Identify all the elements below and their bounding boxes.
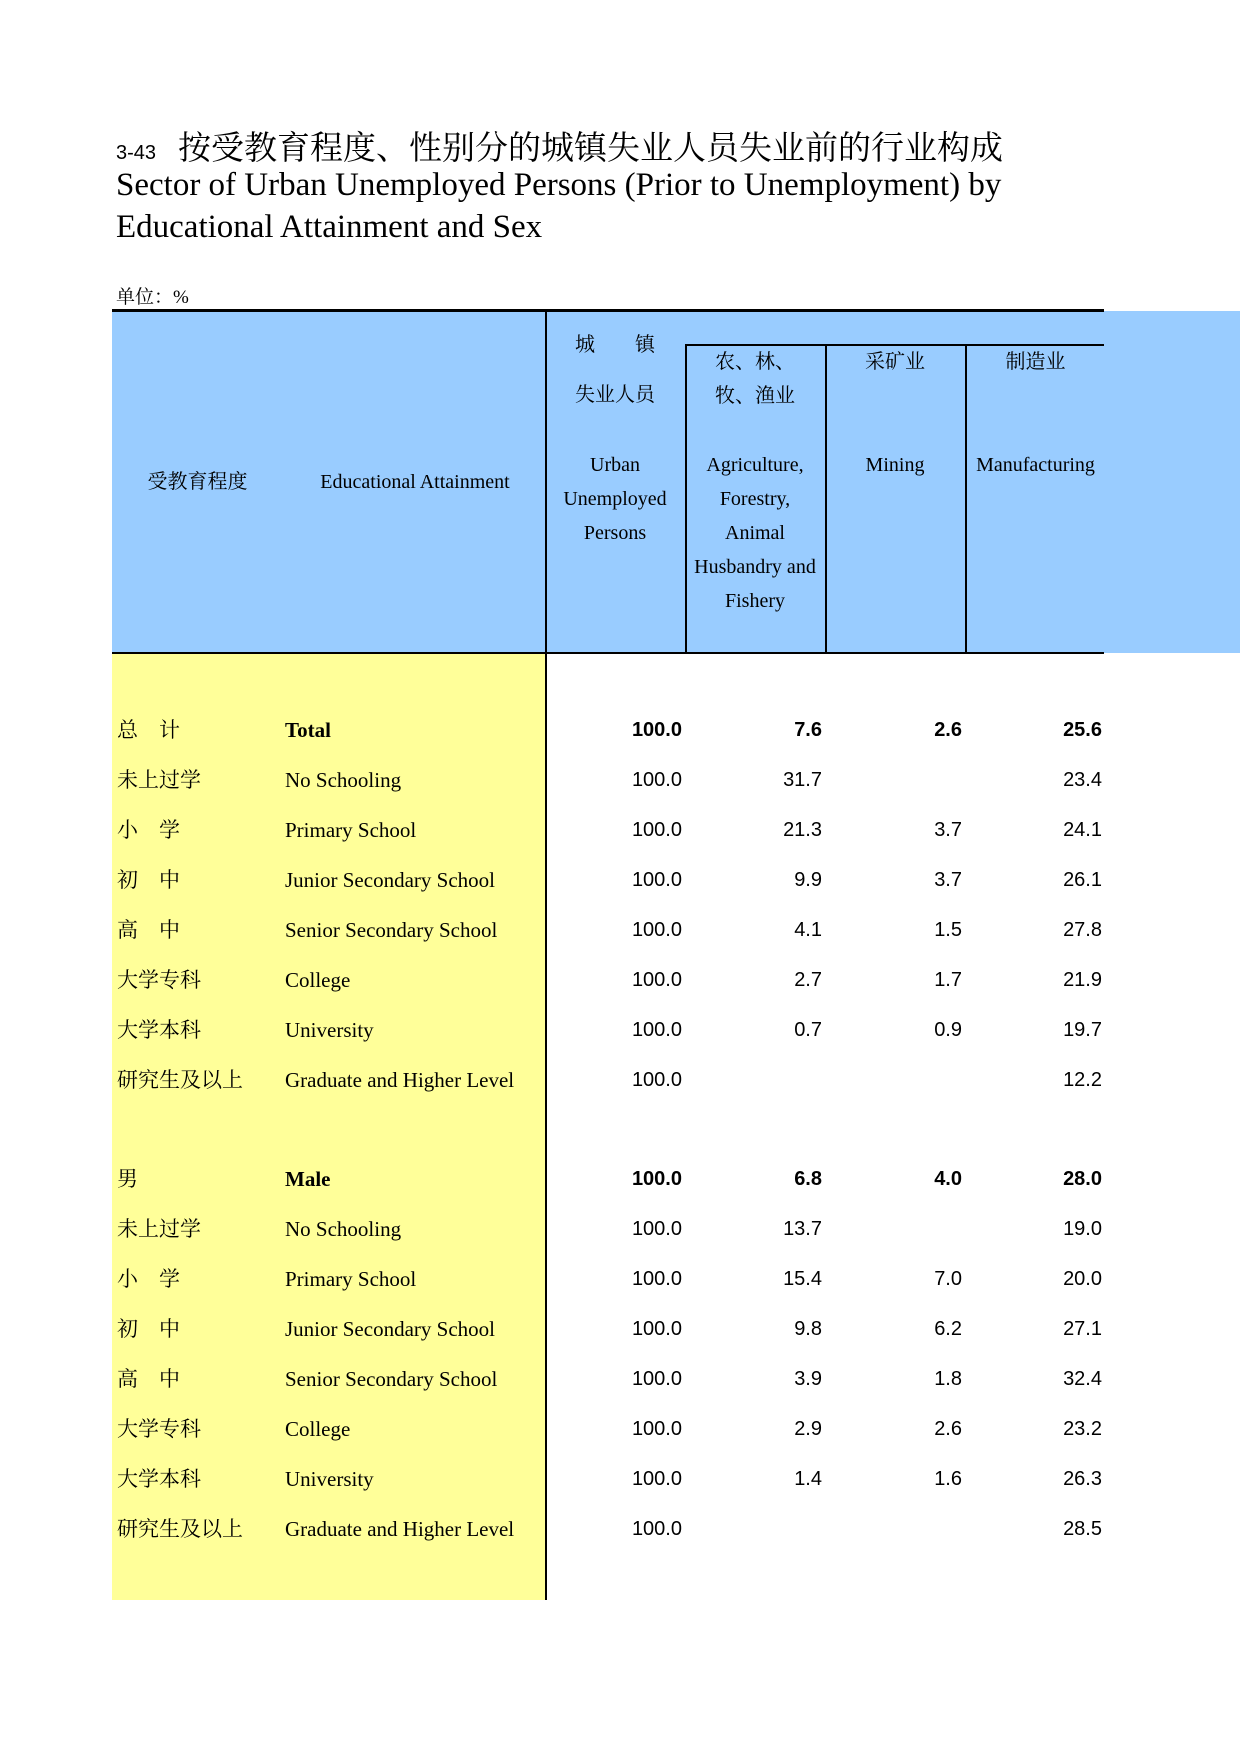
cell-agriculture: 0.7 xyxy=(794,1019,822,1041)
cell-agriculture: 15.4 xyxy=(783,1268,822,1290)
cell-mining: 1.7 xyxy=(934,969,962,991)
header-col-mining-cn: 采矿业 xyxy=(865,351,925,373)
row-label-cn: 小 学 xyxy=(117,1267,180,1291)
row-label-en: University xyxy=(285,1018,374,1042)
cell-urban: 100.0 xyxy=(631,1468,682,1490)
row-label-cn: 小 学 xyxy=(117,818,180,842)
cell-urban: 100.0 xyxy=(631,719,682,741)
row-label-cn: 大学专科 xyxy=(117,968,201,992)
table-row xyxy=(0,1304,1240,1354)
table-number: 3-43 xyxy=(116,142,157,164)
row-label-en: Graduate and Higher Level xyxy=(285,1068,515,1092)
cell-mining: 1.5 xyxy=(934,919,962,941)
header-col-urban-en: Urban Unemployed Persons xyxy=(563,454,667,544)
cell-manufacturing: 27.1 xyxy=(1063,1318,1102,1340)
table-row xyxy=(0,755,1240,805)
table-row-total xyxy=(0,705,1240,755)
row-label-cn: 大学本科 xyxy=(117,1467,201,1491)
table-row xyxy=(0,1005,1240,1055)
cell-urban: 100.0 xyxy=(631,1168,682,1190)
row-label-en: Senior Secondary School xyxy=(285,1367,498,1391)
header-attainment-en: Educational Attainment xyxy=(320,471,510,493)
cell-urban: 100.0 xyxy=(631,1019,682,1041)
cell-agriculture: 2.9 xyxy=(794,1418,822,1440)
cell-mining: 4.0 xyxy=(934,1168,962,1190)
cell-manufacturing: 26.1 xyxy=(1063,869,1102,891)
table-row xyxy=(0,955,1240,1005)
cell-mining: 3.7 xyxy=(934,819,962,841)
row-label-en: Male xyxy=(285,1167,331,1191)
cell-manufacturing: 28.0 xyxy=(1063,1168,1102,1190)
cell-agriculture: 21.3 xyxy=(783,819,822,841)
cell-mining: 6.2 xyxy=(934,1318,962,1340)
header-bottom-rule xyxy=(112,652,1104,654)
cell-manufacturing: 23.2 xyxy=(1063,1418,1102,1440)
cell-urban: 100.0 xyxy=(631,969,682,991)
row-label-cn: 大学本科 xyxy=(117,1018,201,1042)
row-label-en: No Schooling xyxy=(285,1217,402,1241)
title-cn-text: 按受教育程度、性别分的城镇失业人员失业前的行业构成 xyxy=(178,128,1004,167)
header-col-mining-en: Mining xyxy=(865,454,925,476)
cell-urban: 100.0 xyxy=(631,769,682,791)
row-label-en: No Schooling xyxy=(285,768,402,792)
page-title-chinese xyxy=(116,122,1003,169)
row-label-en: Primary School xyxy=(285,818,417,842)
cell-manufacturing: 23.4 xyxy=(1063,769,1102,791)
row-label-en: Junior Secondary School xyxy=(285,868,495,892)
cell-agriculture: 13.7 xyxy=(783,1218,822,1240)
cell-urban: 100.0 xyxy=(631,869,682,891)
cell-manufacturing: 20.0 xyxy=(1063,1268,1102,1290)
table-row xyxy=(0,1254,1240,1304)
cell-urban: 100.0 xyxy=(631,919,682,941)
page-title-english: Sector of Urban Unemployed Persons (Prior to Unemployment) by Educational Attainment and Sex xyxy=(116,167,1002,245)
table-row xyxy=(0,805,1240,855)
cell-agriculture: 9.8 xyxy=(794,1318,822,1340)
row-label-cn: 未上过学 xyxy=(117,1217,201,1241)
cell-manufacturing: 19.7 xyxy=(1063,1019,1102,1041)
table-row xyxy=(0,855,1240,905)
table-row xyxy=(0,1504,1240,1554)
header-col-manufacturing-cn: 制造业 xyxy=(1005,351,1066,373)
cell-urban: 100.0 xyxy=(631,1268,682,1290)
row-label-en: University xyxy=(285,1467,374,1491)
cell-manufacturing: 25.6 xyxy=(1063,719,1102,741)
column-divider-3 xyxy=(825,344,827,653)
cell-agriculture: 9.9 xyxy=(794,869,822,891)
row-label-cn: 研究生及以上 xyxy=(117,1517,243,1541)
cell-manufacturing: 32.4 xyxy=(1063,1368,1102,1390)
column-divider-2 xyxy=(685,344,687,653)
cell-urban: 100.0 xyxy=(631,1218,682,1240)
row-label-cn: 初 中 xyxy=(117,1317,180,1341)
table-row xyxy=(0,1055,1240,1105)
cell-agriculture: 3.9 xyxy=(794,1368,822,1390)
cell-urban: 100.0 xyxy=(631,1318,682,1340)
table-row xyxy=(0,1204,1240,1254)
cell-manufacturing: 21.9 xyxy=(1063,969,1102,991)
row-label-en: Primary School xyxy=(285,1267,417,1291)
cell-urban: 100.0 xyxy=(631,819,682,841)
cell-urban: 100.0 xyxy=(631,1418,682,1440)
cell-urban: 100.0 xyxy=(631,1368,682,1390)
column-divider-4 xyxy=(965,344,967,653)
cell-mining: 0.9 xyxy=(934,1019,962,1041)
row-label-cn: 大学专科 xyxy=(117,1417,201,1441)
cell-manufacturing: 27.8 xyxy=(1063,919,1102,941)
unit-label: 单位：% xyxy=(116,287,189,308)
row-label-en: College xyxy=(285,1417,351,1441)
row-label-cn: 总 计 xyxy=(117,718,180,742)
table-top-rule xyxy=(112,309,1104,312)
table-row xyxy=(0,905,1240,955)
row-label-en: Total xyxy=(285,718,331,742)
row-label-cn: 研究生及以上 xyxy=(117,1068,243,1092)
header-col-agriculture-en: Agriculture, Forestry, Animal Husbandry and Fishery xyxy=(694,454,816,612)
cell-mining: 1.6 xyxy=(934,1468,962,1490)
row-label-cn: 未上过学 xyxy=(117,768,201,792)
cell-agriculture: 6.8 xyxy=(794,1168,822,1190)
table-row-male xyxy=(0,1154,1240,1204)
table-row xyxy=(0,1354,1240,1404)
row-label-en: Junior Secondary School xyxy=(285,1317,495,1341)
row-label-en: Senior Secondary School xyxy=(285,918,498,942)
header-col-urban-cn-a: 城 镇 xyxy=(575,334,655,356)
row-label-cn: 高 中 xyxy=(117,1367,180,1391)
header-attainment-cn: 受教育程度 xyxy=(147,471,248,493)
row-label-en: College xyxy=(285,968,351,992)
cell-mining: 2.6 xyxy=(934,1418,962,1440)
row-label-en: Graduate and Higher Level xyxy=(285,1517,515,1541)
table-row xyxy=(0,1454,1240,1504)
cell-urban: 100.0 xyxy=(631,1069,682,1091)
table-row xyxy=(0,1404,1240,1454)
row-label-cn: 高 中 xyxy=(117,918,180,942)
header-col-agriculture-cn: 农、林、牧、渔业 xyxy=(715,351,795,407)
row-label-cn: 初 中 xyxy=(117,868,180,892)
cell-manufacturing: 12.2 xyxy=(1063,1069,1102,1091)
cell-manufacturing: 28.5 xyxy=(1063,1518,1102,1540)
cell-agriculture: 4.1 xyxy=(794,919,822,941)
cell-agriculture: 1.4 xyxy=(794,1468,822,1490)
header-col-urban-cn-b: 失业人员 xyxy=(575,384,655,406)
cell-manufacturing: 24.1 xyxy=(1063,819,1102,841)
cell-urban: 100.0 xyxy=(631,1518,682,1540)
cell-mining: 2.6 xyxy=(934,719,962,741)
cell-agriculture: 2.7 xyxy=(794,969,822,991)
cell-agriculture: 7.6 xyxy=(794,719,822,741)
header-col-manufacturing-en: Manufacturing xyxy=(976,454,1095,476)
row-label-cn: 男 xyxy=(117,1167,138,1191)
cell-manufacturing: 19.0 xyxy=(1063,1218,1102,1240)
cell-mining: 1.8 xyxy=(934,1368,962,1390)
cell-manufacturing: 26.3 xyxy=(1063,1468,1102,1490)
cell-mining: 3.7 xyxy=(934,869,962,891)
cell-agriculture: 31.7 xyxy=(783,769,822,791)
cell-mining: 7.0 xyxy=(934,1268,962,1290)
